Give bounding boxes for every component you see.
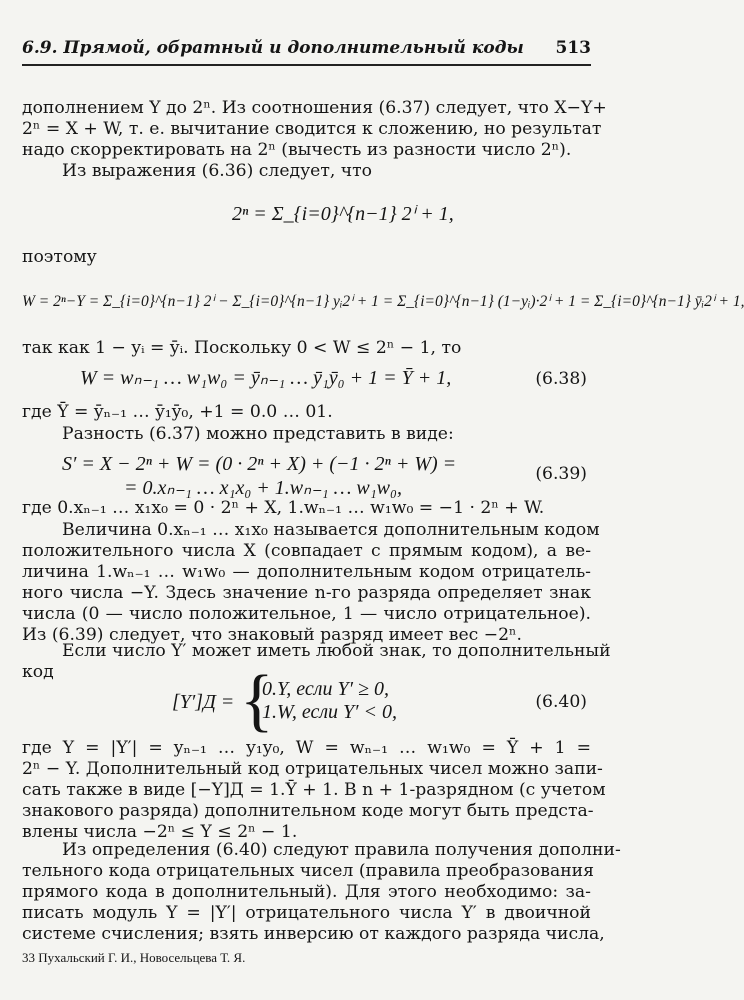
text-line: Величина 0.xₙ₋₁ … x₁x₀ называется дополнительным кодом (62, 520, 600, 540)
section-title: 6.9. Прямой, обратный и дополнительный коды (22, 38, 524, 58)
text-line: Разность (6.37) можно представить в виде: (62, 424, 454, 444)
text-line: Из определения (6.40) следуют правила получения дополни- (62, 840, 621, 860)
running-header (22, 38, 591, 58)
page-number: 513 (555, 38, 591, 58)
equation-6-36: 2ⁿ = Σ_{i=0}^{n−1} 2ⁱ + 1, (232, 203, 454, 225)
text-line: писать модуль Y = |Y′| отрицательного числа Y′ в двоичной (22, 903, 591, 923)
text-line: 2ⁿ − Y. Дополнительный код отрицательных чисел можно запи- (22, 759, 603, 779)
text-line: где Y = |Y′| = yₙ₋₁ … y₁y₀, W = wₙ₋₁ … w₁w₀ = Ȳ + 1 = (22, 738, 591, 758)
text-line: числа (0 — число положительное, 1 — число отрицательное). (22, 604, 591, 624)
text-line: Из (6.39) следует, что знаковый разряд имеет вес −2ⁿ. (22, 625, 522, 645)
text-line: так как 1 − yᵢ = ȳᵢ. Поскольку 0 < W ≤ 2ⁿ − 1, то (22, 338, 462, 358)
equation-w-expansion: W = 2ⁿ−Y = Σ_{i=0}^{n−1} 2ⁱ − Σ_{i=0}^{n−1} yᵢ2ⁱ + 1 = Σ_{i=0}^{n−1} (1−yᵢ)·2ⁱ + 1 = Σ_{i=0}^{n−1} ȳᵢ2ⁱ + 1, (22, 293, 744, 310)
equation-6-40-case2: 1.W, если Y′ < 0, (262, 701, 398, 723)
text-line: ного числа −Y. Здесь значение n-го разряда определяет знак (22, 583, 591, 603)
text-line: сать также в виде [−Y]Д = 1.Ȳ + 1. В n + 1-разрядном (с учетом (22, 780, 606, 800)
text-line: код (22, 662, 54, 682)
text-line: где 0.xₙ₋₁ … x₁x₀ = 0 · 2ⁿ + X, 1.wₙ₋₁ … w₁w₀ = −1 · 2ⁿ + W. (22, 498, 545, 518)
equation-6-39-line1: S′ = X − 2ⁿ + W = (0 · 2ⁿ + X) + (−1 · 2ⁿ + W) = (62, 453, 457, 475)
header-rule (22, 64, 591, 66)
equation-number: (6.39) (535, 464, 587, 484)
text-line: Если число Y′ может иметь любой знак, то дополнительный (62, 641, 611, 661)
text-line: тельного кода отрицательных чисел (правила преобразования (22, 861, 594, 881)
text-line: Из выражения (6.36) следует, что (62, 161, 373, 181)
text-line: поэтому (22, 247, 97, 267)
text-line: 2ⁿ = X + W, т. е. вычитание сводится к сложению, но результат (22, 119, 602, 139)
text-line: влены числа −2ⁿ ≤ Y ≤ 2ⁿ − 1. (22, 822, 298, 842)
equation-6-40-lhs: [Y′]Д = (172, 691, 235, 713)
equation-6-38: W = wₙ₋₁ … w₁w₀ = ȳₙ₋₁ … ȳ₁ȳ₀ + 1 = Ȳ + 1, (80, 367, 452, 389)
text-line: личина 1.wₙ₋₁ … w₁w₀ — дополнительным кодом отрицатель- (22, 562, 591, 582)
text-line: дополнением Y до 2ⁿ. Из соотношения (6.37) следует, что X−Y+ (22, 98, 607, 118)
text-line: системе счисления; взять инверсию от каждого разряда числа, (22, 924, 605, 944)
text-line: надо скорректировать на 2ⁿ (вычесть из разности число 2ⁿ). (22, 140, 572, 160)
signature-mark: 33 Пухальский Г. И., Новосельцева Т. Я. (22, 950, 246, 965)
text-line: прямого кода в дополнительный). Для этого необходимо: за- (22, 882, 591, 902)
equation-6-40-case1: 0.Y, если Y′ ≥ 0, (262, 678, 389, 700)
text-line: где Ȳ = ȳₙ₋₁ … ȳ₁ȳ₀, +1 = 0.0 … 01. (22, 402, 333, 422)
equation-6-39-line2: = 0.xₙ₋₁ … x₁x₀ + 1.wₙ₋₁ … w₁w₀, (124, 477, 402, 499)
text-line: положительного числа X (совпадает с прямым кодом), а ве- (22, 541, 591, 561)
equation-number: (6.38) (535, 369, 587, 389)
equation-number: (6.40) (535, 692, 587, 712)
text-line: знакового разряда) дополнительном коде могут быть предста- (22, 801, 594, 821)
case-brace: { (240, 662, 274, 739)
